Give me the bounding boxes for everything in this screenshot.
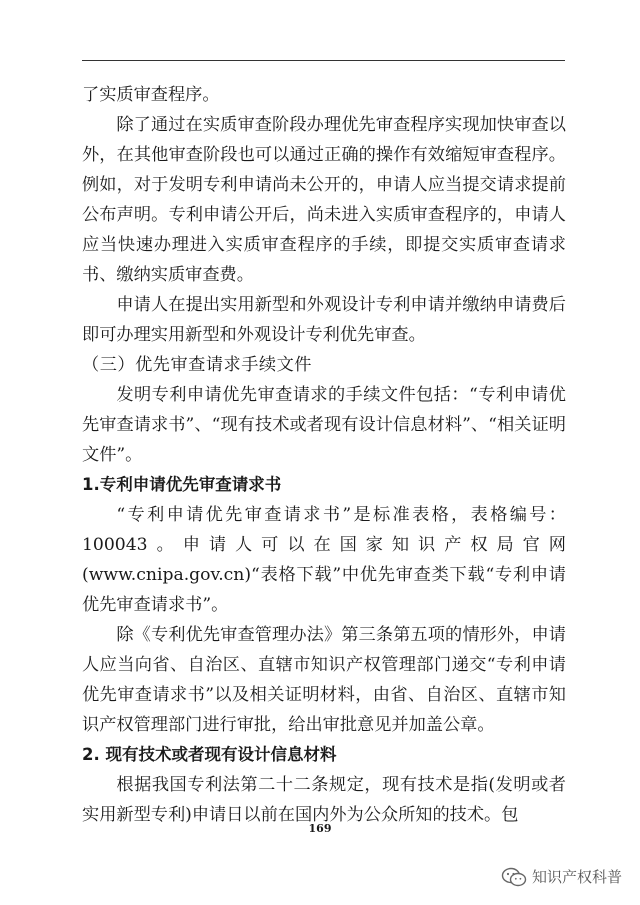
watermark-text: 知识产权科普 — [531, 868, 622, 886]
wechat-icon — [501, 867, 527, 887]
paragraph: 发明专利申请优先审查请求的手续文件包括：“专利申请优先审查请求书”、“现有技术或者现有设计信息材料”、“相关证明文件”。 — [82, 385, 566, 465]
subsection-heading: 2. 现有技术或者现有设计信息材料 — [82, 745, 337, 764]
paragraph: 申请人在提出实用新型和外观设计专利申请并缴纳申请费后即可办理实用新型和外观设计专利优先审查。 — [82, 295, 566, 345]
page-number: 169 — [308, 822, 332, 835]
section-heading: （三）优先审查请求手续文件 — [82, 355, 312, 375]
paragraph: “专利申请优先审查请求书”是标准表格，表格编号：100043。申请人可以在国家知识产权局官网(www.cnipa.gov.cn)“表格下载”中优先审查类下载“专利申请优先审查请求书”。 — [82, 505, 566, 615]
subsection-heading: 1.专利申请优先审查请求书 — [82, 475, 282, 494]
body-text — [82, 80, 566, 830]
paragraph: 除了通过在实质审查阶段办理优先审查程序实现加快审查以外，在其他审查阶段也可以通过正确的操作有效缩短审查程序。例如，对于发明专利申请尚未公开的，申请人应当提交请求提前公布声明。专利申请公开后，尚未进入实质审查程序的，申请人应当快速办理进入实质审查程序的手续，即提交实质审查请求书、缴纳实质审查费。 — [82, 115, 566, 285]
paragraph-continuation: 了实质审查程序。 — [82, 85, 220, 105]
header-rule — [82, 60, 565, 61]
paragraph: 根据我国专利法第二十二条规定，现有技术是指(发明或者实用新型专利)申请日以前在国内外为公众所知的技术。包 — [82, 775, 566, 825]
paragraph: 除《专利优先审查管理办法》第三条第五项的情形外，申请人应当向省、自治区、直辖市知识产权管理部门递交“专利申请优先审查请求书”以及相关证明材料，由省、自治区、直辖市知识产权管理部门进行审批，给出审批意见并加盖公章。 — [82, 625, 566, 735]
watermark — [501, 866, 622, 887]
